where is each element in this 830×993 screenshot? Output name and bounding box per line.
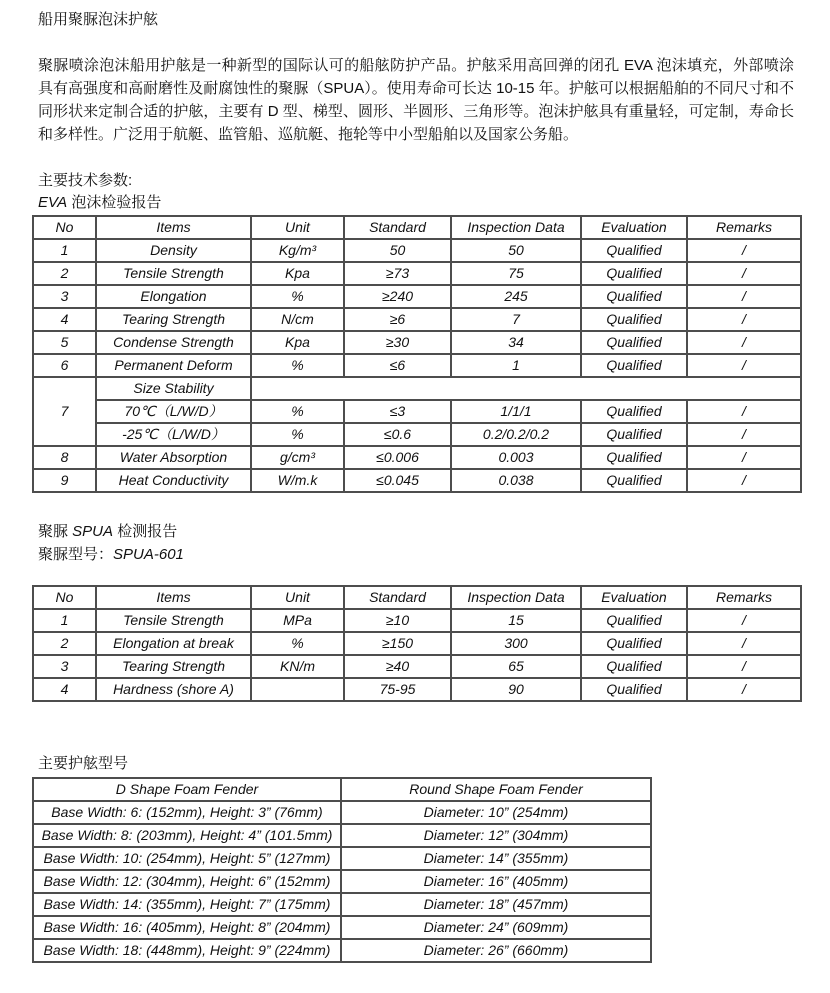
column-header: Remarks <box>687 586 801 609</box>
spua-report-heading-cn2: 检测报告 <box>113 523 178 540</box>
table-cell: 1 <box>451 354 581 377</box>
table-cell: Diameter: 18” (457mm) <box>341 893 651 916</box>
table-cell: 2 <box>33 632 96 655</box>
table-cell: Base Width: 16: (405mm), Height: 8” (204mm) <box>33 916 341 939</box>
table-cell: Tearing Strength <box>96 308 251 331</box>
table-cell: 70℃（L/W/D） <box>96 400 251 423</box>
table-cell: Tensile Strength <box>96 609 251 632</box>
table-cell: 6 <box>33 354 96 377</box>
table-cell: Qualified <box>581 678 687 701</box>
table-cell: 9 <box>33 469 96 492</box>
table-cell: 0.003 <box>451 446 581 469</box>
table-cell: 75 <box>451 262 581 285</box>
table-cell: 50 <box>344 239 451 262</box>
table-row <box>33 400 801 423</box>
table-cell: Size Stability <box>96 377 251 400</box>
column-header: No <box>33 586 96 609</box>
table-row <box>33 678 801 701</box>
fender-models-heading: 主要护舷型号 <box>38 755 129 772</box>
column-header: Round Shape Foam Fender <box>341 778 651 801</box>
table-cell: / <box>687 262 801 285</box>
column-header: Unit <box>251 586 344 609</box>
table-cell: ≤3 <box>344 400 451 423</box>
column-header: No <box>33 216 96 239</box>
table-cell: / <box>687 400 801 423</box>
table-cell: Elongation at break <box>96 632 251 655</box>
table-cell: ≤6 <box>344 354 451 377</box>
table-cell: 34 <box>451 331 581 354</box>
table-cell: 15 <box>451 609 581 632</box>
table-cell: 3 <box>33 285 96 308</box>
table-cell: % <box>251 354 344 377</box>
table-row <box>33 801 651 824</box>
table-cell: Qualified <box>581 446 687 469</box>
table-cell: Diameter: 24” (609mm) <box>341 916 651 939</box>
table-cell: N/cm <box>251 308 344 331</box>
table-cell: / <box>687 239 801 262</box>
column-header: Items <box>96 216 251 239</box>
table-row <box>33 285 801 308</box>
table-cell: / <box>687 678 801 701</box>
spua-model-label: 聚脲型号： <box>38 546 114 563</box>
table-row <box>33 354 801 377</box>
table-cell: Base Width: 6: (152mm), Height: 3” (76mm) <box>33 801 341 824</box>
table-row <box>33 939 651 962</box>
table-cell: ≤0.6 <box>344 423 451 446</box>
table-cell: Condense Strength <box>96 331 251 354</box>
table-cell: / <box>687 469 801 492</box>
table-cell: % <box>251 285 344 308</box>
table-cell: ≤0.006 <box>344 446 451 469</box>
table-cell: Qualified <box>581 423 687 446</box>
table-cell: 2 <box>33 262 96 285</box>
table-cell: 0.2/0.2/0.2 <box>451 423 581 446</box>
table-cell: Qualified <box>581 469 687 492</box>
table-cell: ≥6 <box>344 308 451 331</box>
table-cell: ≥150 <box>344 632 451 655</box>
table-cell: ≤0.045 <box>344 469 451 492</box>
column-header: D Shape Foam Fender <box>33 778 341 801</box>
table-cell: 7 <box>33 377 96 446</box>
column-header: Evaluation <box>581 586 687 609</box>
column-header: Inspection Data <box>451 216 581 239</box>
tech-params-heading: 主要技术参数: <box>38 172 133 189</box>
table-row <box>33 893 651 916</box>
eva-report-heading <box>38 192 800 213</box>
spua-report-heading <box>38 521 800 542</box>
table-cell: ≥73 <box>344 262 451 285</box>
table-cell: 1 <box>33 609 96 632</box>
table-cell: 1 <box>33 239 96 262</box>
spua-model-value: SPUA-601 <box>113 546 184 563</box>
table-cell: Qualified <box>581 308 687 331</box>
table-row <box>33 469 801 492</box>
eva-inspection-table <box>32 215 802 493</box>
table-cell: 4 <box>33 678 96 701</box>
table-cell: Qualified <box>581 285 687 308</box>
table-cell: % <box>251 400 344 423</box>
table-cell: Diameter: 12” (304mm) <box>341 824 651 847</box>
table-cell: 245 <box>451 285 581 308</box>
table-cell: % <box>251 632 344 655</box>
table-cell: / <box>687 308 801 331</box>
table-cell: Qualified <box>581 609 687 632</box>
column-header: Inspection Data <box>451 586 581 609</box>
table-cell: 300 <box>451 632 581 655</box>
table-cell: Elongation <box>96 285 251 308</box>
table-header-row <box>33 216 801 239</box>
table-cell: g/cm³ <box>251 446 344 469</box>
table-cell: Base Width: 12: (304mm), Height: 6” (152mm) <box>33 870 341 893</box>
spua-report-heading-latin: SPUA <box>72 523 114 540</box>
table-cell: Diameter: 14” (355mm) <box>341 847 651 870</box>
table-row <box>33 239 801 262</box>
table-cell: Base Width: 8: (203mm), Height: 4” (101.5mm) <box>33 824 341 847</box>
table-cell: Qualified <box>581 632 687 655</box>
spua-report-heading-cn1: 聚脲 <box>38 523 73 540</box>
table-row <box>33 308 801 331</box>
table-cell: ≥40 <box>344 655 451 678</box>
table-cell: Tearing Strength <box>96 655 251 678</box>
column-header: Evaluation <box>581 216 687 239</box>
column-header: Standard <box>344 216 451 239</box>
table-cell: / <box>687 609 801 632</box>
table-cell: 7 <box>451 308 581 331</box>
table-cell: / <box>687 446 801 469</box>
table-cell: 1/1/1 <box>451 400 581 423</box>
fender-models-table <box>32 777 652 963</box>
column-header: Unit <box>251 216 344 239</box>
table-cell: KN/m <box>251 655 344 678</box>
table-cell: 65 <box>451 655 581 678</box>
eva-report-heading-cn: 泡沫检验报告 <box>67 194 162 211</box>
table-cell: Qualified <box>581 331 687 354</box>
table-cell: Kpa <box>251 331 344 354</box>
table-cell: / <box>687 423 801 446</box>
table-cell: 0.038 <box>451 469 581 492</box>
table-cell: Diameter: 26” (660mm) <box>341 939 651 962</box>
table-cell-empty <box>251 377 801 400</box>
table-row <box>33 632 801 655</box>
intro-paragraph: 聚脲喷涂泡沫船用护舷是一种新型的国际认可的船舷防护产品。护舷采用高回弹的闭孔 EVA 泡沫填充，外部喷涂具有高强度和高耐磨性及耐腐蚀性的聚脲（SPUA）。使用寿命可长达 10-15 年。护舷可以根据船舶的不同尺寸和不同形状来定制合适的护舷，主要有 D 型、梯型、圆形、半圆形、三角形等。泡沫护舷具有重量轻，可定制，寿命长和多样性。广泛用于航艇、监管船、巡航艇、拖轮等中小型船舶以及国家公务船。 <box>38 57 794 143</box>
table-cell: Hardness (shore A) <box>96 678 251 701</box>
table-cell: Diameter: 10” (254mm) <box>341 801 651 824</box>
spua-model-line <box>38 544 800 565</box>
table-cell: Base Width: 14: (355mm), Height: 7” (175mm) <box>33 893 341 916</box>
table-cell: 5 <box>33 331 96 354</box>
table-cell: Diameter: 16” (405mm) <box>341 870 651 893</box>
table-row <box>33 331 801 354</box>
table-cell: -25℃（L/W/D） <box>96 423 251 446</box>
table-cell: Kg/m³ <box>251 239 344 262</box>
table-row <box>33 824 651 847</box>
table-cell: Density <box>96 239 251 262</box>
table-cell: ≥30 <box>344 331 451 354</box>
table-cell: 90 <box>451 678 581 701</box>
table-row <box>33 916 651 939</box>
column-header: Standard <box>344 586 451 609</box>
column-header: Items <box>96 586 251 609</box>
table-cell: MPa <box>251 609 344 632</box>
table-header-row <box>33 586 801 609</box>
table-cell: Qualified <box>581 400 687 423</box>
document-title: 船用聚脲泡沫护舷 <box>38 11 159 28</box>
table-cell <box>251 678 344 701</box>
table-cell: Tensile Strength <box>96 262 251 285</box>
table-row <box>33 847 651 870</box>
table-row <box>33 446 801 469</box>
table-cell: Water Absorption <box>96 446 251 469</box>
eva-report-heading-latin: EVA <box>38 194 68 211</box>
table-row <box>33 423 801 446</box>
table-cell: / <box>687 632 801 655</box>
table-cell: 75-95 <box>344 678 451 701</box>
table-cell: / <box>687 655 801 678</box>
table-header-row <box>33 778 651 801</box>
table-row <box>33 870 651 893</box>
table-cell: / <box>687 354 801 377</box>
table-cell: Heat Conductivity <box>96 469 251 492</box>
table-cell: Qualified <box>581 354 687 377</box>
table-cell: Base Width: 10: (254mm), Height: 5” (127mm) <box>33 847 341 870</box>
table-cell: 50 <box>451 239 581 262</box>
table-row <box>33 262 801 285</box>
table-cell: / <box>687 285 801 308</box>
table-cell: Qualified <box>581 239 687 262</box>
table-cell: Qualified <box>581 655 687 678</box>
table-cell: Qualified <box>581 262 687 285</box>
spua-test-table <box>32 585 802 702</box>
table-cell: W/m.k <box>251 469 344 492</box>
table-row <box>33 609 801 632</box>
table-row-size-stability-group <box>33 377 801 400</box>
table-cell: Kpa <box>251 262 344 285</box>
table-cell: 3 <box>33 655 96 678</box>
column-header: Remarks <box>687 216 801 239</box>
table-cell: ≥10 <box>344 609 451 632</box>
table-row <box>33 655 801 678</box>
table-cell: Base Width: 18: (448mm), Height: 9” (224mm) <box>33 939 341 962</box>
table-cell: ≥240 <box>344 285 451 308</box>
table-cell: % <box>251 423 344 446</box>
table-cell: 8 <box>33 446 96 469</box>
table-cell: Permanent Deform <box>96 354 251 377</box>
table-cell: 4 <box>33 308 96 331</box>
table-cell: / <box>687 331 801 354</box>
